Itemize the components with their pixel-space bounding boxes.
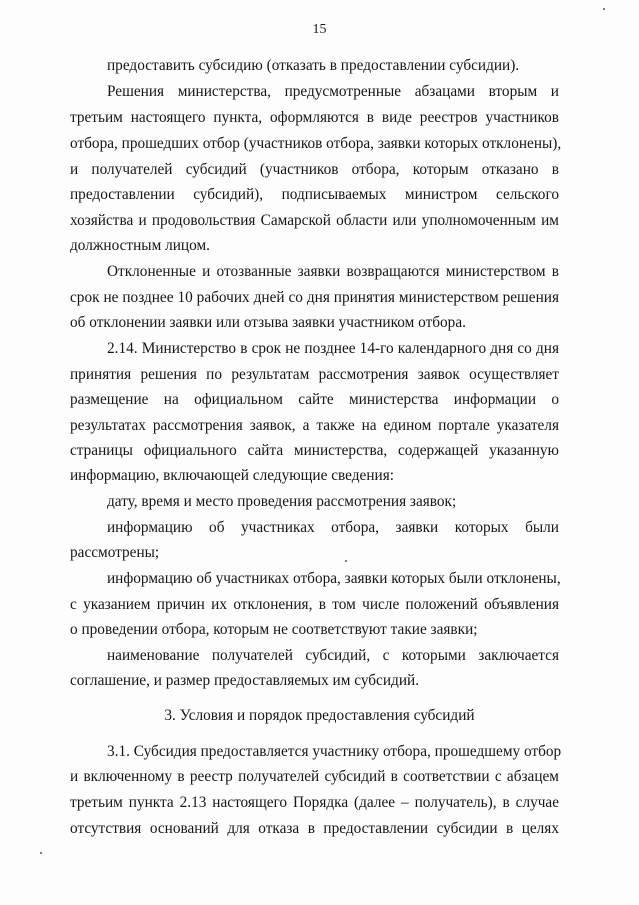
text-line: информацию об участниках отбора, заявки которых были отклонены, xyxy=(107,570,561,587)
text-line: результатах рассмотрения заявок, а также на едином портале указателя xyxy=(70,417,559,434)
text-line: Отклоненные и отозванные заявки возвращаются министерством в xyxy=(107,263,559,280)
text-line: предоставлении субсидий), подписываемых министром сельского xyxy=(70,186,559,203)
text-line: отбора, прошедших отбор (участников отбора, заявки которых отклонены), xyxy=(70,135,562,152)
text-line: принятия решения по результатам рассмотрения заявок осуществляет xyxy=(70,366,559,383)
text-line: должностным лицом. xyxy=(70,237,210,254)
text-line: хозяйства и продовольствия Самарской области или уполномоченным им xyxy=(70,212,559,229)
text-line: рассмотрены; xyxy=(70,544,160,561)
text-line: отсутствия оснований для отказа в предоставлении субсидии в целях xyxy=(70,820,559,837)
text-line: и включенному в реестр получателей субсидий в соответствии с абзацем xyxy=(70,768,559,785)
text-line: 3.1. Субсидия предоставляется участнику отбора, прошедшему отбор xyxy=(107,743,562,760)
text-line: дату, время и место проведения рассмотрения заявок; xyxy=(107,493,457,510)
text-line: срок не позднее 10 рабочих дней со дня принятия министерством решения xyxy=(70,289,559,306)
text-line: об отклонении заявки или отзыва заявки участником отбора. xyxy=(70,314,466,331)
text-line: предоставить субсидию (отказать в предоставлении субсидии). xyxy=(107,57,520,74)
text-line: третьим пункта 2.13 настоящего Порядка (далее – получатель), в случае xyxy=(70,794,559,811)
text-line: размещение на официальном сайте министерства информации о xyxy=(70,391,559,408)
text-line: Решения министерства, предусмотренные абзацами вторым и xyxy=(107,83,559,100)
text-line: соглашение, и размер предоставляемых им субсидий. xyxy=(70,672,420,689)
text-line: информацию, включающей следующие сведения: xyxy=(70,467,394,484)
text-line: о проведении отбора, которым не соответствуют такие заявки; xyxy=(70,621,478,638)
text-line: и получателей субсидий (участников отбора, которым отказано в xyxy=(70,161,559,178)
text-line: третьим настоящего пункта, оформляются в виде реестров участников xyxy=(70,109,559,126)
text-line: информацию об участниках отбора, заявки которых были xyxy=(107,519,559,536)
text-line: наименование получателей субсидий, с которыми заключается xyxy=(107,647,559,664)
text-line: 2.14. Министерство в срок не позднее 14-го календарного дня со дня xyxy=(107,340,559,357)
scan-speck xyxy=(40,852,42,854)
text-line: с указанием причин их отклонения, в том числе положений объявления xyxy=(70,596,559,613)
page-number: 15 xyxy=(312,22,327,37)
scan-speck xyxy=(603,8,605,10)
section-heading: 3. Условия и порядок предоставления субсидий xyxy=(164,707,475,724)
scan-speck xyxy=(345,560,347,562)
text-line: страницы официального сайта министерства, содержащей указанную xyxy=(70,442,559,459)
